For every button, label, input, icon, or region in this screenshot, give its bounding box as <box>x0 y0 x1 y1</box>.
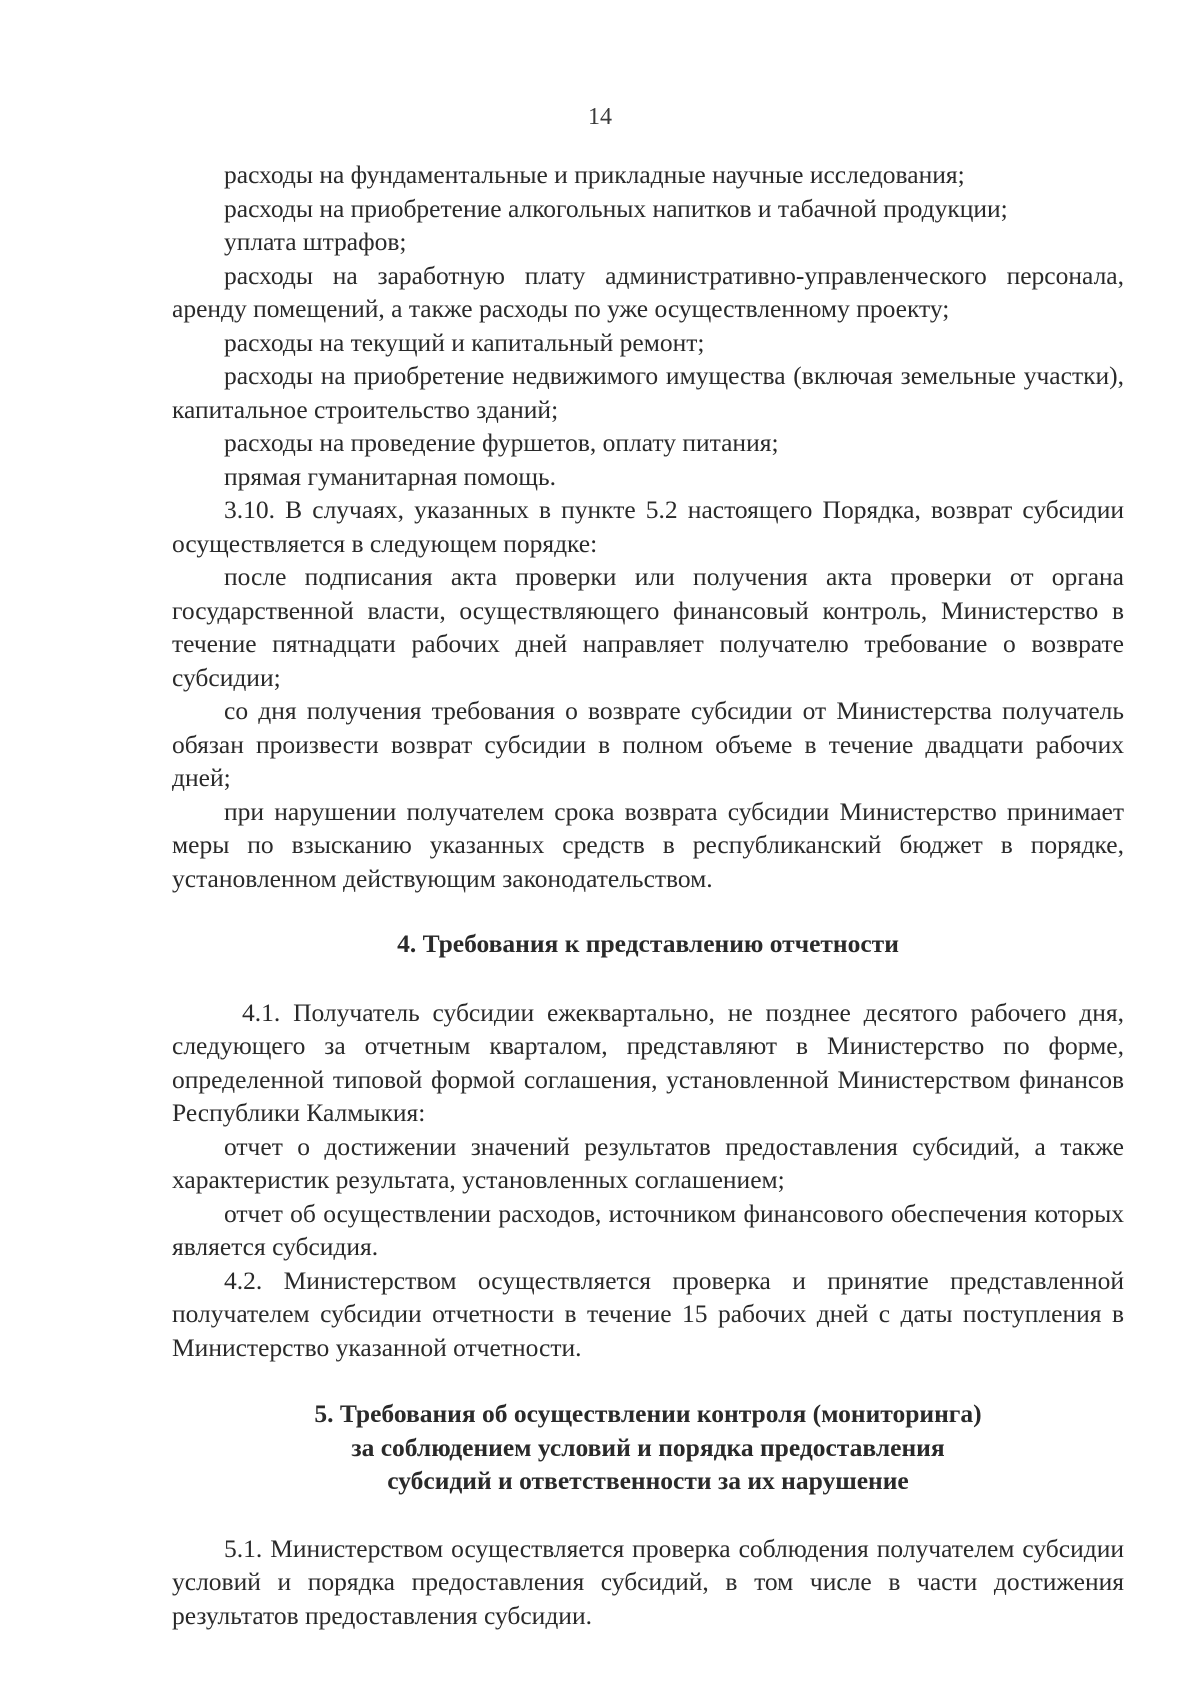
paragraph: 3.10. В случаях, указанных в пункте 5.2 настоящего Порядка, возврат субсидии осуществляется в следующем порядке: <box>172 495 1124 558</box>
paragraph: расходы на заработную плату административно-управленческого персонала, аренду помещений, а также расходы по уже осуществленному проекту; <box>172 260 1124 323</box>
paragraph: при нарушении получателем срока возврата субсидии Министерство принимает меры по взысканию указанных средств в республиканский бюджет в порядке, установленном действующим законодательством. <box>172 796 1124 893</box>
section-heading-5-line: 5. Требования об осуществлении контроля (мониторинга) <box>314 1399 982 1428</box>
page-content <box>172 158 1124 1632</box>
page-number: 14 <box>588 104 612 130</box>
paragraph-4-2: 4.2. Министерством осуществляется проверка и принятие представленной получателем субсидии отчетности в течение 15 рабочих дней с даты поступления в Министерство указанной отчетности. <box>172 1265 1124 1362</box>
paragraph: после подписания акта проверки или получения акта проверки от органа государственной власти, осуществляющего финансовый контроль, Министерство в течение пятнадцати рабочих дней направляет получателю требование о возврате субсидии; <box>172 562 1124 692</box>
paragraph: прямая гуманитарная помощь. <box>224 461 556 491</box>
paragraph: расходы на фундаментальные и прикладные научные исследования; <box>224 160 965 189</box>
paragraph-5-1: 5.1. Министерством осуществляется проверка соблюдения получателем субсидии условий и порядка предоставления субсидий, в том числе в части достижения результатов предоставления субсидии. <box>172 1533 1124 1630</box>
paragraph: расходы на приобретение алкогольных напитков и табачной продукции; <box>224 193 1008 223</box>
paragraph: расходы на приобретение недвижимого имущества (включая земельные участки), капитальное строительство зданий; <box>172 361 1124 424</box>
paragraph: отчет об осуществлении расходов, источником финансового обеспечения которых является субсидия. <box>172 1198 1124 1261</box>
paragraph-4-1: 4.1. Получатель субсидии ежеквартально, не позднее десятого рабочего дня, следующего за отчетным кварталом, представляют в Министерство по форме, определенной типовой формой соглашения, установленной Министерством финансов Республики Калмыкия: <box>172 997 1124 1127</box>
paragraph: отчет о достижении значений результатов предоставления субсидий, а также характеристик результата, установленных соглашением; <box>172 1131 1124 1194</box>
section-heading-5-line: субсидий и ответственности за их нарушение <box>387 1466 909 1495</box>
section-heading-4: 4. Требования к представлению отчетности <box>397 929 899 958</box>
paragraph: уплата штрафов; <box>224 227 407 256</box>
section-heading-5-line: за соблюдением условий и порядка предоставления <box>351 1432 945 1462</box>
paragraph: расходы на текущий и капитальный ремонт; <box>224 327 705 357</box>
section-heading-5 <box>172 1397 1124 1498</box>
paragraph: расходы на проведение фуршетов, оплату питания; <box>224 428 779 457</box>
paragraph: со дня получения требования о возврате субсидии от Министерства получатель обязан произвести возврат субсидии в полном объеме в течение двадцати рабочих дней; <box>172 696 1124 792</box>
